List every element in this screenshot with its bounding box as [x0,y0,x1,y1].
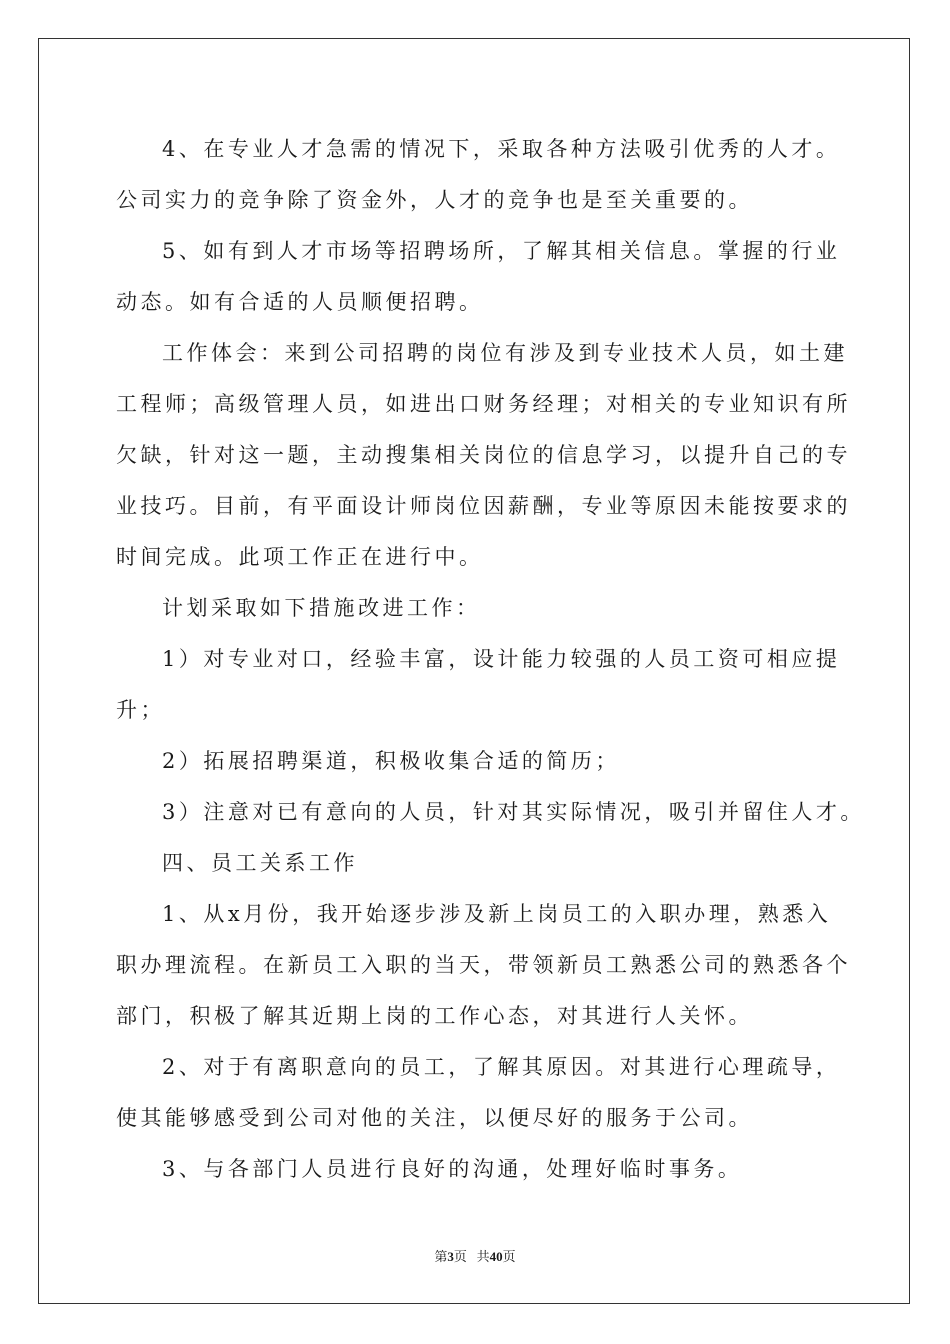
document-body [116,124,865,1195]
section-heading: 四、员工关系工作 [162,851,358,875]
paragraph-line: 2）拓展招聘渠道，积极收集合适的简历； [162,749,620,773]
paragraph-line: 2、对于有离职意向的员工，了解其原因。对其进行心理疏导， [162,1055,841,1079]
paragraph-line: 业技巧。目前，有平面设计师岗位因薪酬，专业等原因未能按要求的 [116,494,851,518]
paragraph-line: 部门，积极了解其近期上岗的工作心态，对其进行人关怀。 [116,1004,753,1028]
footer-middle: 页 共 [453,1249,490,1264]
footer-suffix: 页 [502,1249,516,1264]
paragraph-line: 计划采取如下措施改进工作： [162,596,481,620]
total-pages-number: 40 [489,1249,503,1264]
paragraph-line: 工作体会：来到公司招聘的岗位有涉及到专业技术人员，如土建 [162,341,848,365]
paragraph-line: 5、如有到人才市场等招聘场所，了解其相关信息。掌握的行业 [162,239,841,263]
paragraph-line: 公司实力的竞争除了资金外，人才的竞争也是至关重要的。 [116,188,753,212]
footer-prefix: 第 [434,1249,448,1264]
paragraph-line: 1、从x月份，我开始逐步涉及新上岗员工的入职办理，熟悉入 [162,902,832,926]
paragraph-line: 工程师；高级管理人员，如进出口财务经理；对相关的专业知识有所 [116,392,851,416]
paragraph-line: 3、与各部门人员进行良好的沟通，处理好临时事务。 [162,1157,743,1181]
paragraph-line: 4、在专业人才急需的情况下，采取各种方法吸引优秀的人才。 [162,137,841,161]
paragraph-line: 升； [116,698,165,722]
paragraph-line: 欠缺，针对这一题，主动搜集相关岗位的信息学习，以提升自己的专 [116,443,851,467]
current-page-number: 3 [447,1249,454,1264]
paragraph-line: 使其能够感受到公司对他的关注，以便尽好的服务于公司。 [116,1106,753,1130]
paragraph-line: 时间完成。此项工作正在进行中。 [116,545,484,569]
page-footer [0,1246,950,1265]
paragraph-line: 职办理流程。在新员工入职的当天，带领新员工熟悉公司的熟悉各个 [116,953,851,977]
paragraph-line: 3）注意对已有意向的人员，针对其实际情况，吸引并留住人才。 [162,800,865,824]
paragraph-line: 动态。如有合适的人员顺便招聘。 [116,290,484,314]
paragraph-line: 1）对专业对口，经验丰富，设计能力较强的人员工资可相应提 [162,647,841,671]
